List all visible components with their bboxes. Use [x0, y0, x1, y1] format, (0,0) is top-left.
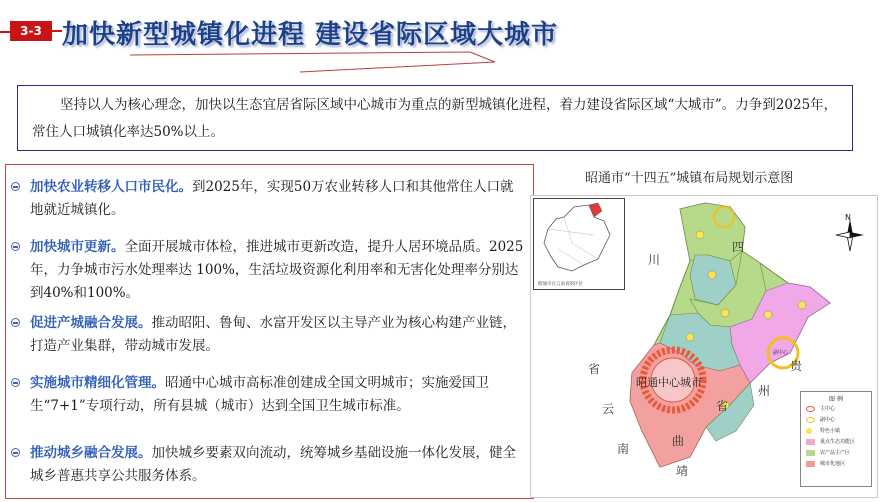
measure-item [30, 176, 525, 222]
province-label: 贵 [790, 359, 803, 373]
province-label: 州 [758, 384, 771, 398]
section-badge: 3-3 [10, 21, 52, 41]
town-symbol [806, 428, 812, 434]
legend-label: 城市化地区 [820, 461, 846, 467]
province-label: 川 [648, 253, 661, 267]
bullet-icon [11, 448, 20, 457]
province-label: 曲 [672, 434, 685, 448]
map-title: 昭通市“十四五”城镇布局规划示意图 [585, 171, 794, 186]
measure-item [30, 442, 525, 488]
legend-label: 特色小镇 [820, 428, 841, 434]
legend-label: 重点生态功能区 [820, 439, 856, 445]
measure-body: 全面开展城市体检，推进城市更新改造，提升人居环境品质。2025年，力争城市污水处理率达 100%，生活垃圾资源化利用率和无害化处理率分别达到40%和100%。 [30, 239, 524, 301]
province-label: 云 [602, 402, 615, 416]
measure-title: 实施城市精细化管理。 [30, 375, 165, 391]
measure-body: 推动昭阳、鲁甸、水富开发区以主导产业为核心构建产业链，打造产业集群，带动城市发展。 [30, 315, 516, 354]
measure-item [30, 236, 525, 305]
yunnan-inset-drawing [534, 199, 624, 279]
legend-item [801, 403, 871, 414]
bullet-icon [11, 182, 20, 191]
measure-body: 昭通中心城市高标准创建成全国文明城市；实施爱国卫生“7+1”专项行动，所有县城（城市）达到全国卫生城市标准。 [30, 375, 489, 414]
bullet-icon [11, 242, 20, 251]
legend-item [801, 447, 871, 458]
secondary-center-symbol [806, 417, 815, 423]
province-label: 省 [716, 399, 729, 413]
bullet-icon [11, 378, 20, 387]
province-label: 南 [617, 442, 630, 456]
intro-text: 坚持以人为核心理念，加快以生态宜居省际区域中心城市为重点的新型城镇化进程，着力建设省际区域“大城市”。力争到2025年，常住人口城镇化率达50%以上。 [32, 97, 838, 140]
province-label: 省 [588, 362, 601, 376]
measure-title: 促进产城融合发展。 [30, 315, 152, 331]
measures-box [5, 164, 534, 499]
agri-zone-swatch [806, 450, 815, 456]
main-center-symbol [806, 406, 815, 412]
measure-item [30, 312, 525, 358]
intro-box [17, 85, 853, 151]
province-label: 四 [732, 240, 745, 254]
legend-item [801, 436, 871, 447]
legend-item [801, 458, 871, 469]
measure-body: 到2025年，实现50万农业转移人口和其他常住人口就地就近城镇化。 [30, 179, 514, 218]
map-legend [800, 391, 872, 487]
urban-zone-swatch [806, 461, 815, 467]
measure-title: 推动城乡融合发展。 [30, 445, 152, 461]
legend-item [801, 414, 871, 425]
center-city-label: 昭通中心城市 [636, 376, 702, 389]
bullet-icon [11, 318, 20, 327]
legend-label: 副中心 [820, 417, 836, 423]
measure-body: 加快城乡要素双向流动，统筹城乡基础设施一体化发展，健全城乡普惠共享公共服务体系。 [30, 445, 516, 484]
legend-label: 主中心 [820, 406, 836, 412]
page-title: 加快新型城镇化进程 建设省际区域大城市 [62, 20, 559, 50]
measure-item [30, 372, 525, 418]
legend-title: 图 例 [829, 396, 843, 403]
measure-title: 加快城市更新。 [30, 239, 125, 255]
compass-north-label: N [845, 213, 851, 222]
measure-title: 加快农业转移人口市民化。 [30, 179, 192, 195]
legend-label: 农产品主产区 [820, 450, 851, 456]
legend-item [801, 425, 871, 436]
eco-zone-swatch [806, 439, 815, 445]
province-label: 靖 [676, 464, 689, 478]
location-inset-map [533, 198, 625, 290]
secondary-center-label: 副中心 [773, 350, 789, 356]
inset-caption: 昭通市在云南省的区位 [538, 282, 583, 287]
